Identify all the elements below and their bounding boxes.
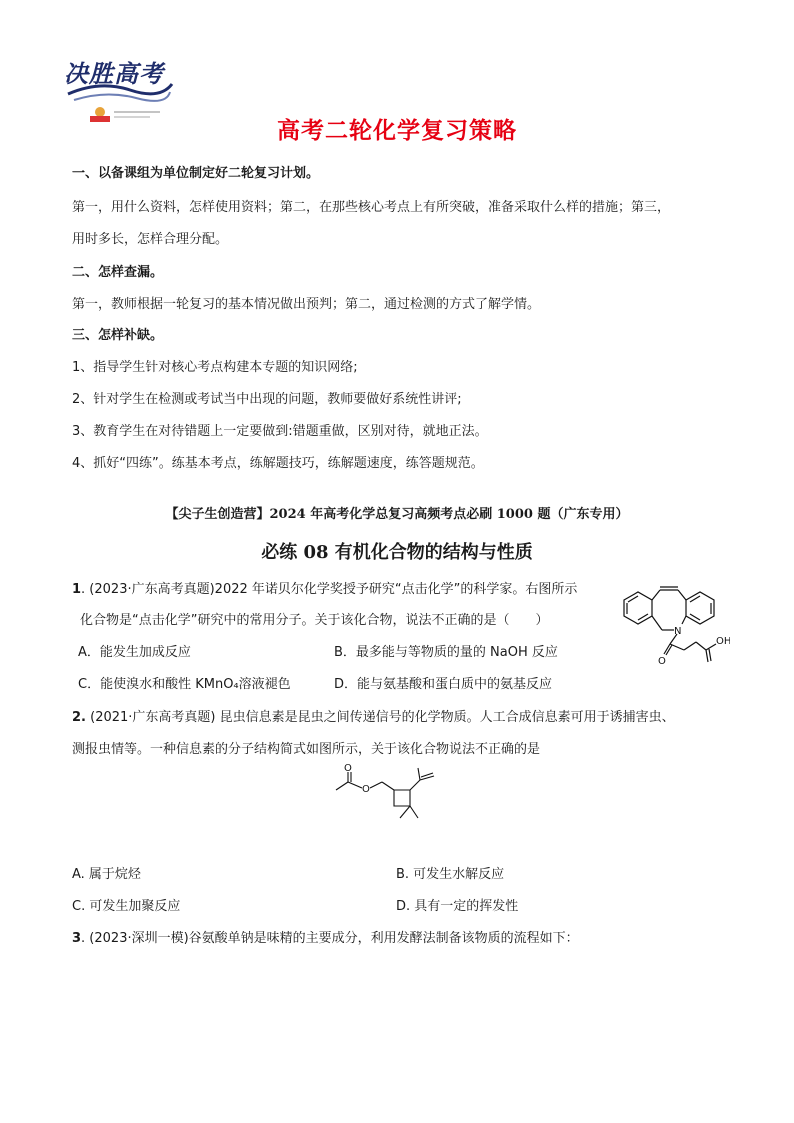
question-2-option-a: A. 属于烷烃 bbox=[72, 867, 141, 882]
question-3-number: 3 bbox=[72, 931, 82, 946]
section-1-text-cont: 用时多长，怎样合理分配。 bbox=[72, 232, 229, 247]
question-1-stem bbox=[72, 581, 577, 599]
question-2-option-d: D. 具有一定的挥发性 bbox=[396, 899, 519, 914]
question-2-stem-cont: 测报虫情等。一种信息素的分子结构简式如图所示，关于该化合物说法不正确的是 bbox=[72, 742, 541, 757]
question-2-structure bbox=[330, 760, 462, 830]
exercise-banner: 【尖子生创造营】2024 年高考化学总复习高频考点必刷 1000 题（广东专用） bbox=[165, 507, 629, 522]
question-2-number: 2. bbox=[72, 710, 86, 725]
list-item: 1、指导学生针对核心考点构建本专题的知识网络; bbox=[72, 360, 358, 375]
section-3-heading: 三、怎样补缺。 bbox=[72, 328, 164, 343]
question-2-option-b: B. 可发生水解反应 bbox=[396, 867, 505, 882]
question-3-line1: . (2023·深圳一模)谷氨酸单钠是味精的主要成分，利用发酵法制备该物质的流程如下： bbox=[81, 931, 579, 946]
section-1-text: 第一，用什么资料，怎样使用资料；第二，在那些核心考点上有所突破，准备采取什么样的措施；第三， bbox=[72, 200, 671, 215]
question-1-structure bbox=[612, 582, 730, 674]
section-2-text: 第一，教师根据一轮复习的基本情况做出预判；第二，通过检测的方式了解学情。 bbox=[72, 297, 541, 312]
exercise-subtitle: 必练 08 有机化合物的结构与性质 bbox=[261, 542, 533, 563]
question-1-number: 1 bbox=[72, 582, 82, 597]
question-3-stem bbox=[72, 930, 579, 948]
list-item: 3、教育学生在对待错题上一定要做到:错题重做，区别对待，就地正法。 bbox=[72, 424, 488, 439]
question-1-line1: . (2023·广东高考真题)2022 年诺贝尔化学奖授予研究“点击化学”的科学家。右图所示 bbox=[81, 582, 578, 597]
atom-o-carbonyl: O bbox=[344, 763, 352, 774]
atom-oh-label: OH bbox=[716, 636, 730, 647]
section-2-heading: 二、怎样查漏。 bbox=[72, 265, 164, 280]
atom-o-ester: O bbox=[362, 784, 370, 795]
question-2-stem bbox=[72, 709, 675, 727]
list-item: 4、抓好“四练”。练基本考点，练解题技巧，练解题速度，练答题规范。 bbox=[72, 456, 484, 471]
atom-o-label: O bbox=[658, 656, 666, 667]
question-1-option-d: D．能与氨基酸和蛋白质中的氨基反应 bbox=[334, 677, 553, 692]
atom-n-label: N bbox=[674, 626, 682, 637]
logo-text: 决胜高考 bbox=[64, 59, 164, 88]
question-2-line1: (2021·广东高考真题) 昆虫信息素是昆虫之间传递信号的化学物质。人工合成信息素可用于诱捕害虫、 bbox=[85, 710, 675, 725]
list-item: 2、针对学生在检测或考试当中出现的问题，教师要做好系统性讲评; bbox=[72, 392, 462, 407]
page-title: 高考二轮化学复习策略 bbox=[277, 118, 517, 144]
question-1-option-a: A．能发生加成反应 bbox=[78, 645, 191, 660]
question-1-option-c: C．能使溴水和酸性 KMnO₄溶液褪色 bbox=[78, 677, 291, 692]
section-1-heading: 一、以备课组为单位制定好二轮复习计划。 bbox=[72, 166, 320, 181]
question-1-stem-cont: 化合物是“点击化学”研究中的常用分子。关于该化合物，说法不正确的是（ ） bbox=[80, 613, 549, 628]
question-1-option-b: B．最多能与等物质的量的 NaOH 反应 bbox=[334, 645, 558, 660]
question-2-option-c: C. 可发生加聚反应 bbox=[72, 899, 181, 914]
